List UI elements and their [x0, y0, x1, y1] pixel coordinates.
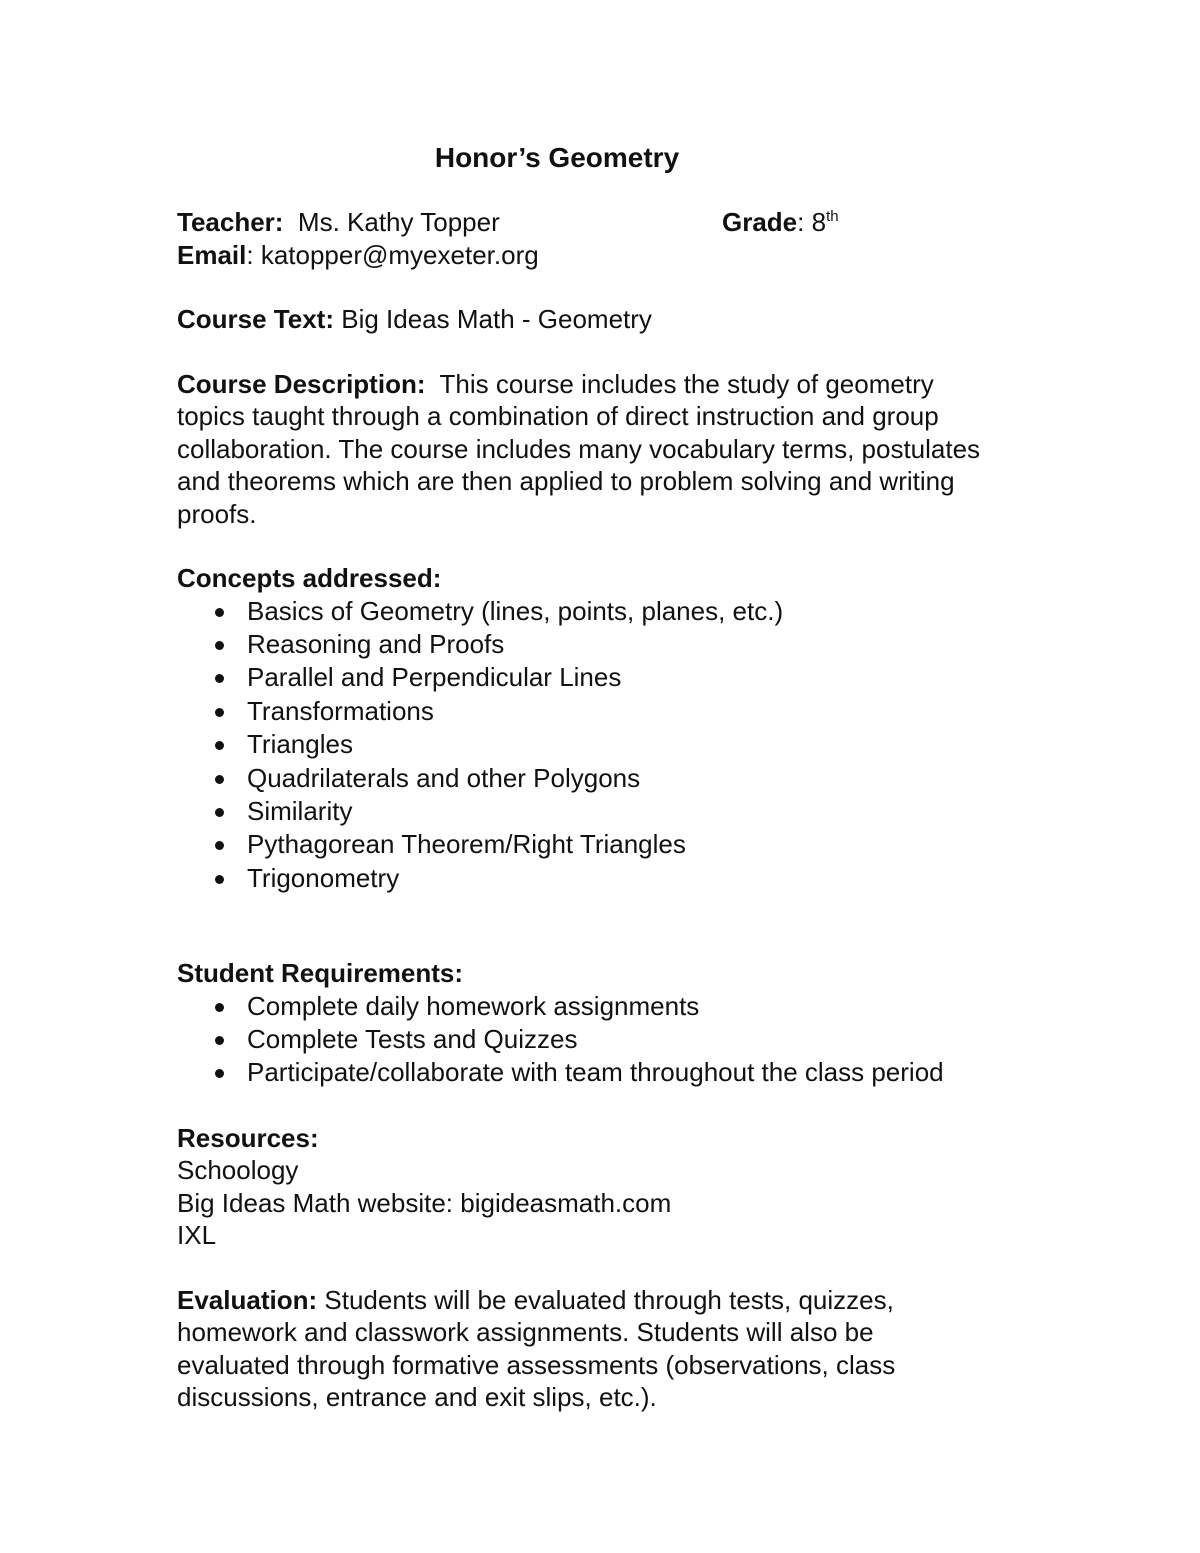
page-title: Honor’s Geometry — [434, 142, 680, 173]
concept-item-text: Transformations — [247, 695, 434, 726]
bullet-icon — [215, 1036, 224, 1045]
concept-item — [177, 595, 1037, 628]
resource-item: Big Ideas Math website: bigideasmath.com — [177, 1187, 672, 1218]
evaluation — [177, 1284, 967, 1414]
bullet-icon — [215, 875, 224, 884]
grade-info — [722, 206, 839, 239]
concept-item-text: Parallel and Perpendicular Lines — [247, 662, 622, 693]
requirement-item — [177, 1023, 1037, 1056]
syllabus-page — [177, 140, 1037, 1414]
evaluation-text: Students will be evaluated through tests, quizzes, homework and classwork assignments. Students will also be evaluated through formative assessments (observations, class discussions, entrance and exit slips, etc.). — [177, 1284, 896, 1413]
requirement-item-text: Complete daily homework assignments — [247, 990, 700, 1021]
teacher-label: Teacher: — [177, 207, 284, 237]
email-row — [177, 239, 1037, 272]
resources-list — [177, 1154, 1037, 1252]
evaluation-label: Evaluation: — [177, 1284, 318, 1315]
requirement-item — [177, 1056, 1037, 1089]
concept-item-text: Trigonometry — [247, 862, 400, 893]
requirements-list — [177, 990, 1037, 1090]
email-label: Email — [177, 239, 247, 270]
course-text-row — [177, 303, 1037, 336]
concept-item — [177, 728, 1037, 761]
concept-item-text: Basics of Geometry (lines, points, planes, etc.) — [247, 595, 784, 626]
course-description — [177, 368, 997, 531]
concept-item — [177, 695, 1037, 728]
concept-item-text: Triangles — [247, 729, 353, 760]
resource-item: Schoology — [177, 1155, 299, 1186]
grade-suffix: th — [826, 208, 839, 225]
concept-item-text: Pythagorean Theorem/Right Triangles — [247, 829, 686, 860]
bullet-icon — [215, 674, 224, 683]
grade-label: Grade — [722, 207, 798, 237]
bullet-icon — [215, 808, 224, 817]
bullet-icon — [215, 741, 224, 750]
grade-value: : 8 — [797, 207, 827, 237]
concept-item-text: Similarity — [247, 795, 353, 826]
requirements-heading: Student Requirements: — [177, 958, 464, 989]
bullet-icon — [215, 775, 224, 784]
course-description-text: This course includes the study of geometry topics taught through a combination of direct instruction and group collaboration. The course includes many vocabulary terms, postulates and theorems which are then applied to problem solving and writing proofs. — [177, 368, 981, 529]
teacher-row — [177, 206, 1037, 239]
resource-item: IXL — [177, 1220, 217, 1251]
concept-item — [177, 661, 1037, 694]
concept-item-text: Quadrilaterals and other Polygons — [247, 762, 641, 793]
course-description-label: Course Description: — [177, 368, 426, 399]
concept-item — [177, 862, 1037, 895]
email-value: : katopper@myexeter.org — [246, 239, 539, 270]
concepts-list — [177, 595, 1037, 896]
course-text-value: Big Ideas Math - Geometry — [341, 304, 652, 334]
concept-item — [177, 762, 1037, 795]
resources-heading: Resources: — [177, 1122, 319, 1153]
requirement-item-text: Participate/collaborate with team throughout the class period — [247, 1057, 944, 1088]
teacher-name: Ms. Kathy Topper — [297, 207, 500, 237]
bullet-icon — [215, 708, 224, 717]
concept-item-text: Reasoning and Proofs — [247, 628, 505, 659]
bullet-icon — [215, 1069, 224, 1078]
concept-item — [177, 628, 1037, 661]
bullet-icon — [215, 1003, 224, 1012]
concept-item — [177, 795, 1037, 828]
bullet-icon — [215, 841, 224, 850]
bullet-icon — [215, 608, 224, 617]
requirement-item-text: Complete Tests and Quizzes — [247, 1024, 578, 1055]
concepts-heading: Concepts addressed: — [177, 563, 442, 593]
requirement-item — [177, 990, 1037, 1023]
bullet-icon — [215, 641, 224, 650]
course-text-label: Course Text: — [177, 304, 334, 334]
concept-item — [177, 828, 1037, 861]
